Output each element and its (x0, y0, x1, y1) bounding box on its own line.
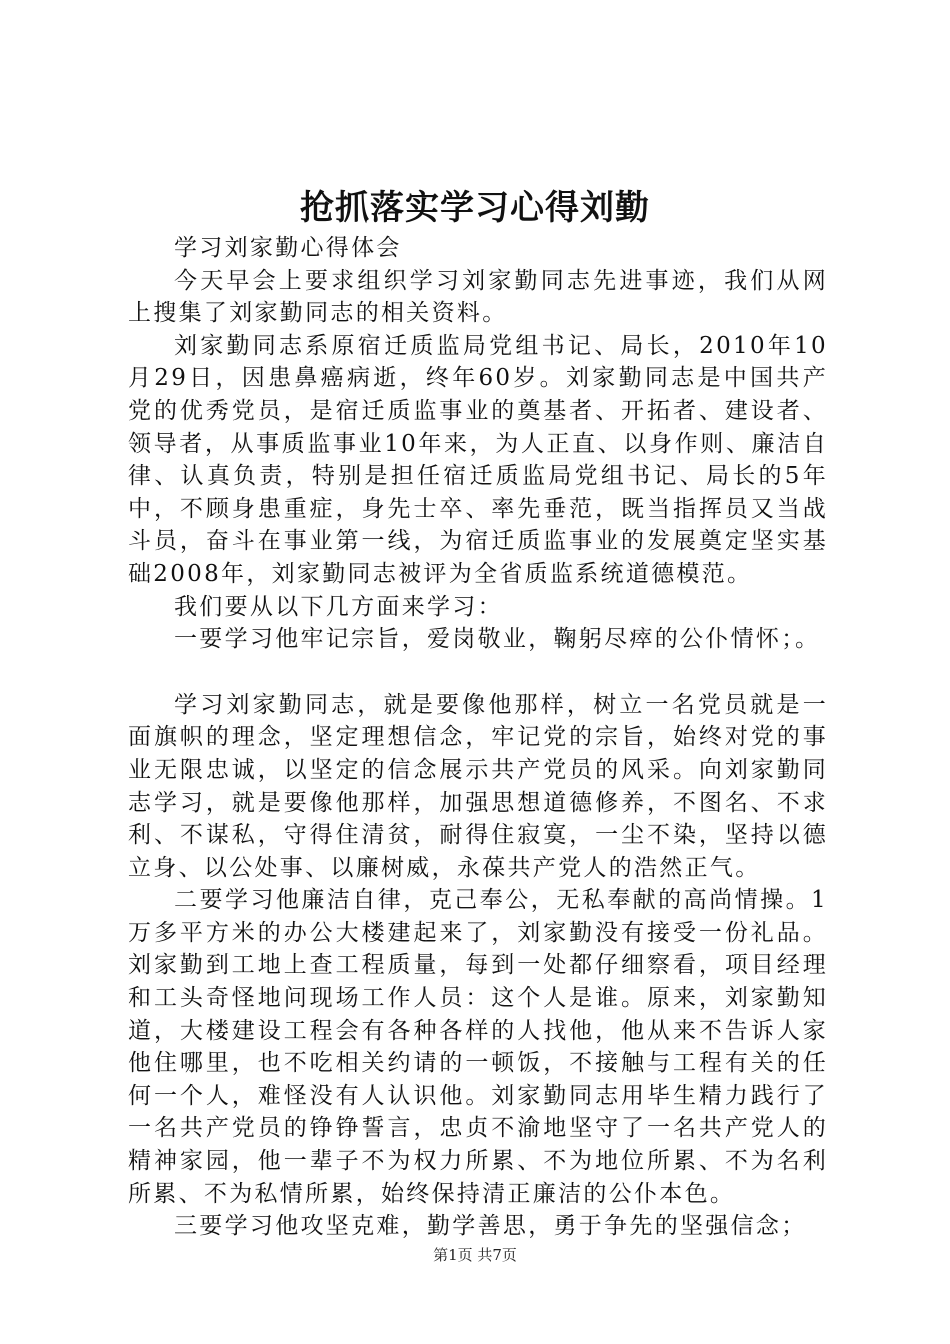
page-footer: 第1页 共7页 (433, 1246, 517, 1264)
paragraph-subtitle: 学习刘家勤心得体会 (174, 235, 402, 261)
paragraph-point-two: 二要学习他廉洁自律，克己奉公，无私奉献的高尚情操。1万多平方米的办公大楼建起来了，刘家勤没有接受一份礼品。刘家勤到工地上查工程质量，每到一处都仔细察看，项目经理和工头奇怪地问现场工作人员：这个人是谁。原来，刘家勤知道，大楼建设工程会有各种各样的人找他，他从来不告诉人家他住哪里，也不吃相关约请的一顿饭，不接触与工程有关的任何一个人，难怪没有人认识他。刘家勤同志用毕生精力践行了一名共产党员的铮铮誓言，忠贞不渝地坚守了一名共产党人的精神家园，他一辈子不为权力所累、不为地位所累、不为名利所累、不为私情所累，始终保持清正廉洁的公仆本色。 (128, 887, 828, 1207)
paragraph-point-one-detail: 学习刘家勤同志，就是要像他那样，树立一名党员就是一面旗帜的理念，坚定理想信念，牢记党的宗旨，始终对党的事业无限忠诚，以坚定的信念展示共产党员的风采。向刘家勤同志学习，就是要像他那样，加强思想道德修养，不图名、不求利、不谋私，守得住清贫，耐得住寂寞，一尘不染，坚持以德立身、以公处事、以廉树威，永葆共产党人的浩然正气。 (128, 691, 828, 881)
document-title: 抢抓落实学习心得刘勤 (300, 188, 650, 228)
paragraph-spacer (128, 656, 828, 689)
document-body (128, 232, 828, 1243)
paragraph-intro: 今天早会上要求组织学习刘家勤同志先进事迹，我们从网上搜集了刘家勤同志的相关资料。 (128, 267, 828, 327)
paragraph-biography: 刘家勤同志系原宿迁质监局党组书记、局长，2010年10月29日，因患鼻癌病逝，终年60岁。刘家勤同志是中国共产党的优秀党员，是宿迁质监事业的奠基者、开拓者、建设者、领导者，从事质监事业10年来，为人正直、以身作则、廉洁自律、认真负责，特别是担任宿迁质监局党组书记、局长的5年中，不顾身患重症，身先士卒、率先垂范，既当指挥员又当战斗员，奋斗在事业第一线，为宿迁质监事业的发展奠定坚实基础2008年，刘家勤同志被评为全省质监系统道德模范。 (128, 332, 828, 587)
paragraph-point-one: 一要学习他牢记宗旨，爱岗敬业，鞠躬尽瘁的公仆情怀；。 (174, 626, 821, 653)
paragraph-aspects-intro: 我们要从以下几方面来学习： (174, 593, 503, 620)
paragraph-point-three: 三要学习他攻坚克难，勤学善思，勇于争先的坚强信念； (174, 1213, 807, 1240)
